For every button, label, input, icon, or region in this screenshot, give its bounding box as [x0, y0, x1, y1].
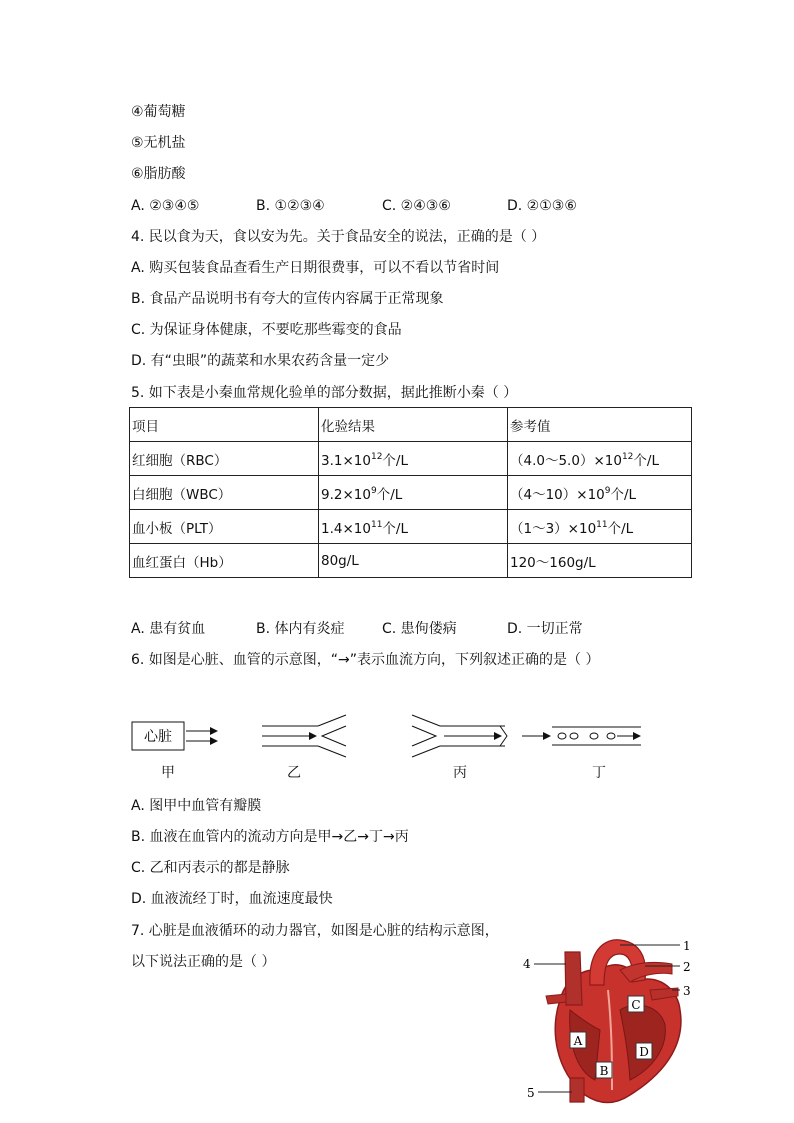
heart-number-4: 4 [523, 957, 531, 971]
heart-number-2: 2 [683, 960, 691, 974]
table-row [130, 544, 692, 578]
q3-option-c[interactable]: C. ②④③⑥ [382, 198, 451, 214]
q4-stem: 4. 民以食为天，食以安为先。关于食品安全的说法，正确的是（ ） [131, 229, 546, 245]
cell-result: $9.2\times 10^9$个/L [319, 476, 508, 510]
chamber-label-d [636, 1043, 652, 1059]
cell-item: 血红蛋白（Hb） [130, 544, 319, 578]
cell-item: 红细胞（RBC） [130, 442, 319, 476]
figure-capillary [522, 727, 641, 745]
cell-result: 80g/L [319, 544, 508, 578]
svg-text:D: D [639, 1045, 649, 1059]
chamber-label-c [628, 996, 644, 1012]
heart-number-3: 3 [683, 984, 691, 998]
figure-vessel-artery [262, 715, 346, 757]
svg-text:A: A [573, 1034, 583, 1048]
q4-option-c[interactable]: C. 为保证身体健康，不要吃那些霉变的食品 [131, 322, 402, 338]
header-result: 化验结果 [319, 408, 508, 442]
list-item-salts: ⑤无机盐 [131, 135, 186, 151]
heart-box-label: 心脏 [144, 729, 172, 745]
vessel-diagram [0, 712, 794, 772]
label-yi: 乙 [287, 765, 301, 781]
cell-item: 白细胞（WBC） [130, 476, 319, 510]
q5-stem: 5. 如下表是小秦血常规化验单的部分数据，据此推断小秦（ ） [131, 385, 518, 401]
list-item-fatty-acid: ⑥脂肪酸 [131, 166, 186, 182]
cell-result: $1.4\times 10^{11}$个/L [319, 510, 508, 544]
header-reference: 参考值 [508, 408, 692, 442]
q3-option-b[interactable]: B. ①②③④ [256, 198, 325, 214]
blood-test-table [129, 407, 692, 578]
q4-option-a[interactable]: A. 购买包装食品查看生产日期很费事，可以不看以节省时间 [131, 260, 500, 276]
label-bing: 丙 [453, 765, 467, 781]
list-item-glucose: ④葡萄糖 [131, 104, 186, 120]
header-item: 项目 [130, 408, 319, 442]
figure-heart-box [132, 722, 217, 750]
figure-vessel-vein [412, 715, 507, 757]
q6-option-b[interactable]: B. 血液在血管内的流动方向是甲→乙→丁→丙 [131, 829, 409, 845]
q4-option-b[interactable]: B. 食品产品说明书有夸大的宣传内容属于正常现象 [131, 291, 444, 307]
cell-result: $3.1\times 10^{12}$个/L [319, 442, 508, 476]
label-jia: 甲 [161, 765, 175, 781]
table-row [130, 442, 692, 476]
svg-text:B: B [599, 1064, 609, 1078]
q5-option-b[interactable]: B. 体内有炎症 [256, 621, 345, 637]
q5-option-c[interactable]: C. 患佝偻病 [382, 621, 457, 637]
q3-option-d[interactable]: D. ②①③⑥ [507, 198, 577, 214]
q3-option-a[interactable]: A. ②③④⑤ [131, 198, 200, 214]
cell-reference: $(4.0\sim 5.0)\times 10^{12}$个/L [508, 442, 692, 476]
q6-option-c[interactable]: C. 乙和丙表示的都是静脉 [131, 860, 290, 876]
label-ding: 丁 [592, 765, 606, 781]
svg-text:C: C [631, 998, 641, 1012]
q6-option-d[interactable]: D. 血液流经丁时，血流速度最快 [131, 891, 333, 907]
q6-stem: 6. 如图是心脏、血管的示意图，“→”表示血流方向，下列叙述正确的是（ ） [131, 652, 600, 668]
superior-vena-cava [565, 952, 582, 1005]
q5-option-d[interactable]: D. 一切正常 [507, 621, 583, 637]
cell-reference: 120～160g/L [508, 544, 692, 578]
cell-reference: $(4\sim 10)\times 10^9$个/L [508, 476, 692, 510]
heart-number-5: 5 [527, 1086, 535, 1100]
q5-option-a[interactable]: A. 患有贫血 [131, 621, 206, 637]
heart-diagram [520, 930, 720, 1110]
q6-option-a[interactable]: A. 图甲中血管有瓣膜 [131, 798, 262, 814]
q7-stem-line2: 以下说法正确的是（ ） [131, 954, 276, 970]
heart-number-1: 1 [683, 939, 691, 953]
pulmonary-vein-left [546, 994, 566, 1004]
cell-item: 血小板（PLT） [130, 510, 319, 544]
q7-stem-line1: 7. 心脏是血液循环的动力器官，如图是心脏的结构示意图， [131, 923, 499, 939]
table-row [130, 510, 692, 544]
inferior-vena-cava [570, 1078, 584, 1102]
table-header-row [130, 408, 692, 442]
q4-option-d[interactable]: D. 有“虫眼”的蔬菜和水果农药含量一定少 [131, 353, 390, 369]
table-row [130, 476, 692, 510]
chamber-label-a [570, 1032, 586, 1048]
chamber-label-b [596, 1062, 612, 1078]
cell-reference: $(1\sim 3)\times 10^{11}$个/L [508, 510, 692, 544]
